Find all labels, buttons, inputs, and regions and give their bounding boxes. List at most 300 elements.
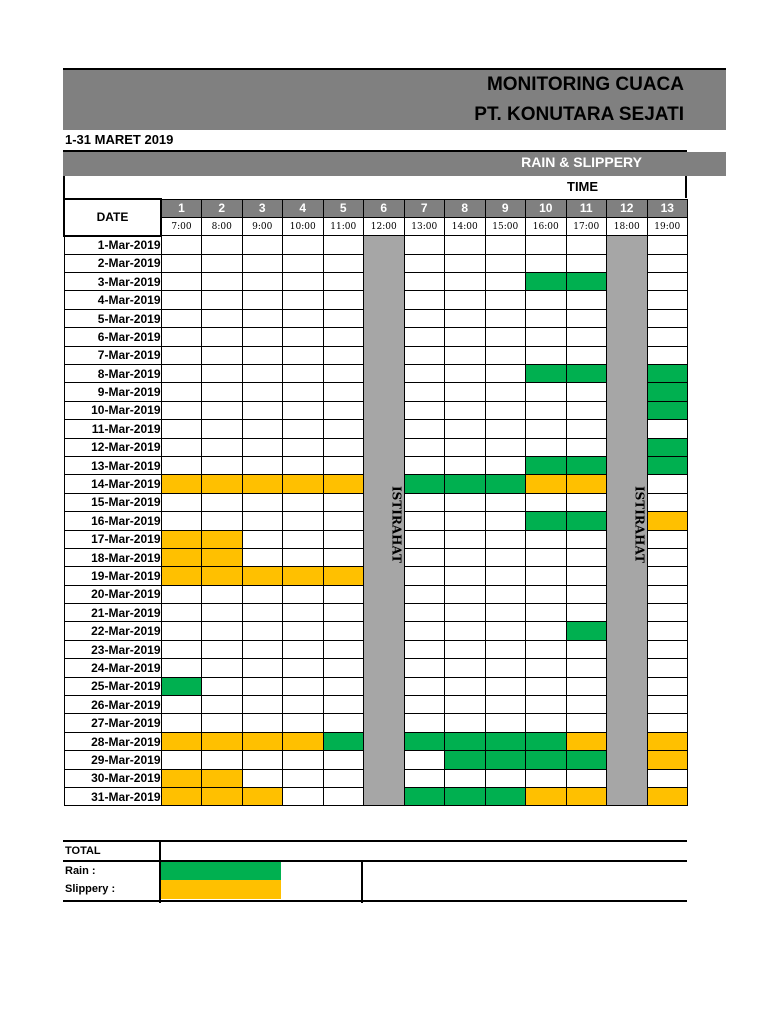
grid-cell (445, 677, 486, 695)
slippery-cell (647, 512, 688, 530)
grid-cell (283, 548, 324, 566)
date-cell: 20-Mar-2019 (64, 585, 161, 603)
slot-time-header: 7:00 (161, 217, 202, 235)
grid-cell (242, 512, 283, 530)
break-column (364, 236, 405, 806)
grid-cell (404, 236, 445, 254)
grid-cell (242, 622, 283, 640)
grid-cell (485, 769, 526, 787)
rain-cell (323, 732, 364, 750)
grid-cell (526, 383, 567, 401)
grid-cell (485, 530, 526, 548)
rain-cell (526, 273, 567, 291)
grid-cell (485, 346, 526, 364)
grid-cell (566, 659, 607, 677)
grid-cell (161, 401, 202, 419)
date-column-header: DATE (64, 199, 161, 236)
slot-number-header: 7 (404, 199, 445, 217)
grid-cell (283, 365, 324, 383)
date-cell: 11-Mar-2019 (64, 420, 161, 438)
total-label: TOTAL (65, 845, 101, 857)
grid-cell (323, 383, 364, 401)
grid-cell (202, 585, 243, 603)
slippery-cell (242, 567, 283, 585)
grid-cell (161, 512, 202, 530)
date-cell: 13-Mar-2019 (64, 456, 161, 474)
grid-cell (161, 309, 202, 327)
grid-cell (445, 659, 486, 677)
slippery-cell (202, 475, 243, 493)
rain-cell (647, 383, 688, 401)
grid-cell (242, 420, 283, 438)
slot-number-header: 8 (445, 199, 486, 217)
grid-cell (647, 769, 688, 787)
grid-cell (445, 493, 486, 511)
rain-legend-label: Rain : (65, 865, 96, 877)
grid-cell (526, 346, 567, 364)
grid-cell (404, 714, 445, 732)
rain-cell (485, 475, 526, 493)
slot-time-header: 10:00 (283, 217, 324, 235)
rain-cell (445, 732, 486, 750)
date-cell: 10-Mar-2019 (64, 401, 161, 419)
break-label: ISTIRAHAT (632, 486, 647, 564)
grid-cell (485, 236, 526, 254)
grid-cell (445, 309, 486, 327)
grid-cell (566, 291, 607, 309)
grid-cell (647, 659, 688, 677)
slot-time-header: 13:00 (404, 217, 445, 235)
grid-cell (161, 456, 202, 474)
break-label: ISTIRAHAT (389, 486, 404, 564)
grid-cell (566, 604, 607, 622)
date-cell: 29-Mar-2019 (64, 751, 161, 769)
rain-cell (526, 456, 567, 474)
grid-cell (161, 622, 202, 640)
grid-cell (404, 548, 445, 566)
grid-cell (202, 493, 243, 511)
rain-cell (566, 512, 607, 530)
grid-cell (404, 512, 445, 530)
grid-cell (323, 273, 364, 291)
grid-cell (404, 677, 445, 695)
grid-cell (242, 530, 283, 548)
rain-cell (404, 788, 445, 806)
grid-cell (283, 438, 324, 456)
grid-cell (404, 365, 445, 383)
slot-time-header: 17:00 (566, 217, 607, 235)
grid-cell (445, 604, 486, 622)
grid-cell (485, 622, 526, 640)
grid-cell (445, 438, 486, 456)
grid-cell (404, 383, 445, 401)
rain-cell (566, 751, 607, 769)
grid-cell (485, 456, 526, 474)
grid-cell (323, 456, 364, 474)
slot-number-header: 9 (485, 199, 526, 217)
slippery-cell (283, 475, 324, 493)
grid-cell (202, 456, 243, 474)
grid-cell (566, 567, 607, 585)
grid-cell (445, 696, 486, 714)
grid-cell (445, 714, 486, 732)
grid-cell (283, 585, 324, 603)
grid-cell (323, 714, 364, 732)
grid-cell (526, 640, 567, 658)
grid-cell (647, 236, 688, 254)
rain-legend-row (63, 860, 687, 882)
total-row (63, 840, 687, 862)
grid-cell (404, 751, 445, 769)
weather-grid (63, 198, 688, 806)
grid-cell (202, 328, 243, 346)
grid-cell (404, 640, 445, 658)
grid-cell (323, 401, 364, 419)
grid-cell (323, 751, 364, 769)
slippery-cell (202, 548, 243, 566)
grid-cell (161, 659, 202, 677)
date-cell: 21-Mar-2019 (64, 604, 161, 622)
grid-cell (526, 659, 567, 677)
grid-cell (526, 328, 567, 346)
grid-cell (323, 677, 364, 695)
slippery-cell (242, 732, 283, 750)
grid-cell (566, 328, 607, 346)
grid-cell (566, 769, 607, 787)
date-cell: 3-Mar-2019 (64, 273, 161, 291)
grid-cell (526, 604, 567, 622)
grid-cell (404, 328, 445, 346)
date-cell: 31-Mar-2019 (64, 788, 161, 806)
time-label: TIME (567, 179, 599, 194)
grid-cell (566, 438, 607, 456)
grid-cell (161, 365, 202, 383)
grid-cell (202, 659, 243, 677)
slippery-cell (202, 530, 243, 548)
grid-cell (647, 604, 688, 622)
grid-cell (647, 622, 688, 640)
grid-cell (404, 291, 445, 309)
slippery-cell (283, 732, 324, 750)
grid-cell (161, 585, 202, 603)
grid-cell (566, 548, 607, 566)
grid-cell (647, 493, 688, 511)
grid-cell (445, 585, 486, 603)
grid-cell (526, 585, 567, 603)
grid-cell (283, 659, 324, 677)
grid-cell (566, 677, 607, 695)
grid-cell (404, 530, 445, 548)
grid-cell (404, 585, 445, 603)
grid-cell (526, 401, 567, 419)
slippery-cell (161, 732, 202, 750)
grid-cell (202, 438, 243, 456)
grid-cell (566, 640, 607, 658)
grid-cell (242, 346, 283, 364)
date-cell: 18-Mar-2019 (64, 548, 161, 566)
grid-cell (323, 622, 364, 640)
grid-cell (283, 309, 324, 327)
grid-cell (161, 420, 202, 438)
grid-cell (526, 677, 567, 695)
slot-number-header: 11 (566, 199, 607, 217)
grid-cell (323, 346, 364, 364)
grid-cell (161, 328, 202, 346)
grid-cell (242, 438, 283, 456)
report-period: 1-31 MARET 2019 (63, 130, 687, 152)
grid-cell (323, 788, 364, 806)
rain-cell (647, 438, 688, 456)
grid-cell (202, 640, 243, 658)
rain-cell (647, 365, 688, 383)
grid-cell (485, 291, 526, 309)
grid-cell (161, 640, 202, 658)
grid-cell (526, 567, 567, 585)
grid-cell (445, 640, 486, 658)
slippery-cell (161, 548, 202, 566)
grid-cell (242, 401, 283, 419)
slippery-cell (242, 475, 283, 493)
grid-cell (485, 640, 526, 658)
rain-cell (161, 677, 202, 695)
rain-cell (647, 456, 688, 474)
slippery-cell (161, 788, 202, 806)
grid-cell (283, 401, 324, 419)
slot-time-header: 16:00 (526, 217, 567, 235)
grid-cell (242, 696, 283, 714)
date-cell: 17-Mar-2019 (64, 530, 161, 548)
grid-cell (445, 273, 486, 291)
grid-cell (202, 383, 243, 401)
date-cell: 30-Mar-2019 (64, 769, 161, 787)
slot-time-header: 12:00 (364, 217, 405, 235)
slippery-cell (161, 567, 202, 585)
grid-cell (283, 788, 324, 806)
date-cell: 19-Mar-2019 (64, 567, 161, 585)
slippery-cell (647, 732, 688, 750)
date-cell: 28-Mar-2019 (64, 732, 161, 750)
grid-cell (566, 420, 607, 438)
grid-cell (445, 548, 486, 566)
grid-cell (647, 273, 688, 291)
grid-cell (404, 659, 445, 677)
grid-cell (445, 512, 486, 530)
grid-cell (202, 365, 243, 383)
slippery-legend-label: Slippery : (65, 883, 116, 895)
slot-time-header: 8:00 (202, 217, 243, 235)
grid-cell (242, 714, 283, 732)
grid-cell (283, 291, 324, 309)
slippery-cell (202, 788, 243, 806)
grid-cell (485, 677, 526, 695)
grid-cell (242, 456, 283, 474)
grid-cell (161, 751, 202, 769)
slippery-legend-row (63, 880, 687, 900)
grid-cell (485, 585, 526, 603)
grid-cell (445, 456, 486, 474)
rain-cell (526, 512, 567, 530)
grid-cell (323, 420, 364, 438)
grid-cell (526, 291, 567, 309)
grid-cell (242, 273, 283, 291)
grid-cell (202, 604, 243, 622)
slippery-cell (202, 567, 243, 585)
grid-cell (283, 383, 324, 401)
grid-cell (202, 254, 243, 272)
grid-cell (566, 714, 607, 732)
slippery-cell (566, 788, 607, 806)
grid-cell (242, 383, 283, 401)
title-banner (63, 68, 726, 130)
rain-cell (566, 365, 607, 383)
rain-cell (445, 751, 486, 769)
grid-cell (202, 622, 243, 640)
grid-cell (526, 309, 567, 327)
grid-cell (445, 383, 486, 401)
date-cell: 7-Mar-2019 (64, 346, 161, 364)
grid-cell (242, 769, 283, 787)
grid-cell (526, 420, 567, 438)
grid-cell (404, 420, 445, 438)
date-cell: 5-Mar-2019 (64, 309, 161, 327)
slot-time-header: 11:00 (323, 217, 364, 235)
date-cell: 22-Mar-2019 (64, 622, 161, 640)
grid-cell (242, 254, 283, 272)
slippery-cell (647, 751, 688, 769)
rain-cell (566, 622, 607, 640)
grid-cell (323, 254, 364, 272)
grid-cell (404, 456, 445, 474)
grid-cell (647, 677, 688, 695)
grid-cell (445, 769, 486, 787)
grid-cell (161, 604, 202, 622)
rain-cell (485, 788, 526, 806)
slippery-cell (323, 475, 364, 493)
grid-cell (323, 604, 364, 622)
grid-cell (485, 273, 526, 291)
grid-cell (283, 677, 324, 695)
grid-cell (202, 751, 243, 769)
grid-cell (404, 346, 445, 364)
grid-cell (323, 659, 364, 677)
grid-cell (445, 420, 486, 438)
date-cell: 8-Mar-2019 (64, 365, 161, 383)
grid-cell (283, 346, 324, 364)
grid-cell (283, 640, 324, 658)
grid-cell (445, 622, 486, 640)
slippery-cell (202, 769, 243, 787)
grid-cell (526, 548, 567, 566)
grid-cell (566, 236, 607, 254)
date-cell: 9-Mar-2019 (64, 383, 161, 401)
grid-cell (161, 714, 202, 732)
grid-cell (526, 696, 567, 714)
grid-cell (526, 493, 567, 511)
grid-cell (161, 236, 202, 254)
grid-cell (404, 401, 445, 419)
break-column (607, 236, 648, 806)
grid-cell (526, 622, 567, 640)
grid-cell (323, 438, 364, 456)
grid-cell (404, 769, 445, 787)
date-cell: 4-Mar-2019 (64, 291, 161, 309)
rain-cell (404, 475, 445, 493)
grid-cell (283, 254, 324, 272)
grid-cell (404, 438, 445, 456)
grid-cell (526, 769, 567, 787)
slot-number-header: 6 (364, 199, 405, 217)
company-name: PT. KONUTARA SEJATI (474, 104, 684, 125)
date-cell: 27-Mar-2019 (64, 714, 161, 732)
slot-number-header: 10 (526, 199, 567, 217)
date-cell: 12-Mar-2019 (64, 438, 161, 456)
table-row (64, 236, 688, 254)
grid-cell (242, 328, 283, 346)
grid-cell (202, 236, 243, 254)
grid-cell (323, 328, 364, 346)
grid-cell (445, 254, 486, 272)
grid-cell (202, 291, 243, 309)
date-cell: 2-Mar-2019 (64, 254, 161, 272)
grid-cell (242, 640, 283, 658)
grid-cell (242, 548, 283, 566)
slippery-cell (202, 732, 243, 750)
rain-cell (485, 732, 526, 750)
grid-cell (283, 769, 324, 787)
grid-cell (445, 291, 486, 309)
grid-cell (526, 254, 567, 272)
rain-cell (485, 751, 526, 769)
grid-cell (283, 530, 324, 548)
grid-cell (242, 659, 283, 677)
slot-number-header: 3 (242, 199, 283, 217)
date-cell: 16-Mar-2019 (64, 512, 161, 530)
grid-cell (445, 346, 486, 364)
slippery-cell (161, 475, 202, 493)
grid-cell (161, 254, 202, 272)
grid-cell (242, 236, 283, 254)
grid-cell (242, 493, 283, 511)
grid-cell (283, 512, 324, 530)
grid-cell (202, 714, 243, 732)
grid-cell (485, 548, 526, 566)
grid-cell (485, 328, 526, 346)
grid-cell (323, 769, 364, 787)
grid-cell (283, 622, 324, 640)
grid-cell (404, 254, 445, 272)
grid-cell (161, 696, 202, 714)
grid-cell (566, 383, 607, 401)
grid-cell (526, 714, 567, 732)
grid-cell (485, 604, 526, 622)
grid-cell (161, 383, 202, 401)
grid-cell (647, 291, 688, 309)
grid-cell (404, 604, 445, 622)
grid-cell (323, 512, 364, 530)
grid-cell (323, 309, 364, 327)
grid-cell (404, 273, 445, 291)
grid-cell (283, 604, 324, 622)
grid-cell (283, 493, 324, 511)
grid-cell (485, 659, 526, 677)
grid-cell (485, 512, 526, 530)
grid-cell (161, 273, 202, 291)
grid-cell (485, 401, 526, 419)
date-cell: 14-Mar-2019 (64, 475, 161, 493)
slot-time-header: 15:00 (485, 217, 526, 235)
grid-cell (283, 456, 324, 474)
grid-cell (445, 365, 486, 383)
